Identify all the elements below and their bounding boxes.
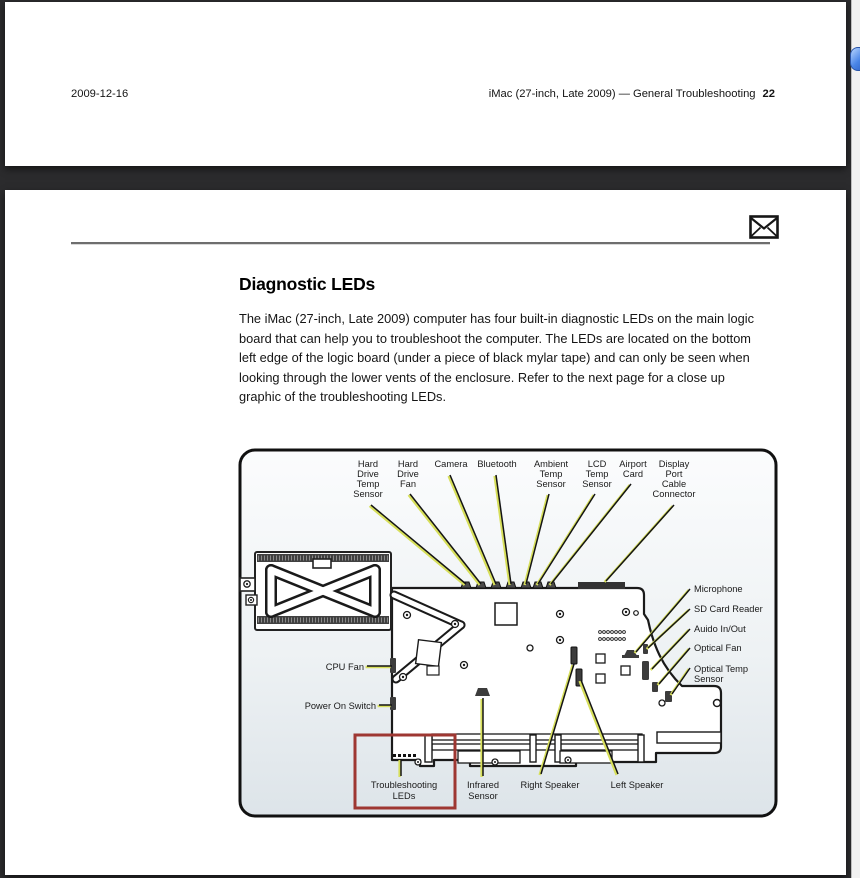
label-left-speaker: Left Speaker [610, 780, 664, 790]
label-airport-card [619, 459, 647, 479]
label-microphone: Microphone [694, 584, 743, 594]
svg-text:Hard: Hard [357, 459, 379, 469]
svg-text:Airport: Airport [619, 459, 647, 469]
label-bluetooth [477, 459, 516, 469]
svg-text:Sensor: Sensor [582, 479, 612, 489]
svg-text:LCD: LCD [587, 459, 607, 469]
label-audio-in-out: Auido In/Out [694, 624, 746, 634]
label-camera [434, 459, 468, 469]
svg-text:Bluetooth: Bluetooth [477, 459, 517, 469]
label-hard-drive-fan [397, 459, 419, 489]
svg-text:Drive: Drive [397, 469, 419, 479]
svg-text:Optical Temp: Optical Temp [694, 664, 749, 674]
svg-text:Connector: Connector [652, 489, 696, 499]
svg-text:Display: Display [658, 459, 690, 469]
svg-text:Ambient: Ambient [533, 459, 569, 469]
footer-date: 2009-12-16 [71, 88, 129, 100]
label-cpu-fan: CPU Fan [325, 662, 364, 672]
footer-title: iMac (27-inch, Late 2009) — General Troubleshooting 22 [488, 88, 775, 100]
heatsink [240, 552, 391, 630]
label-sd-card-reader: SD Card Reader [694, 604, 763, 614]
current-page [5, 190, 846, 875]
scrollbar-track[interactable] [851, 0, 860, 878]
svg-text:Port: Port [665, 469, 683, 479]
label-optical-fan: Optical Fan [694, 643, 742, 653]
svg-text:LEDs: LEDs [392, 791, 416, 801]
svg-text:Sensor: Sensor [353, 489, 383, 499]
svg-text:Card: Card [622, 469, 644, 479]
svg-text:Cable: Cable [661, 479, 687, 489]
footer-page-number: 22 [762, 88, 775, 100]
svg-text:Hard: Hard [397, 459, 419, 469]
label-right-speaker: Right Speaker [520, 780, 580, 790]
svg-text:Temp: Temp [539, 469, 563, 479]
section-divider [71, 242, 770, 245]
svg-text:Fan: Fan [399, 479, 417, 489]
svg-text:Sensor: Sensor [694, 674, 724, 684]
body-paragraph: The iMac (27-inch, Late 2009) computer has four built-in diagnostic LEDs on the main logic board that can help you to troubleshoot the computer. The LEDs are located on the bottom left edge of the logic board (under a piece of black mylar tape) and can only be seen when looking through the lower vents of the enclosure. Refer to the next page for a close up graphic of the troubleshooting LEDs. [239, 311, 754, 405]
svg-text:Temp: Temp [585, 469, 609, 479]
page-footer [5, 88, 846, 104]
page-title: Diagnostic LEDs [239, 274, 376, 294]
scrollbar-thumb[interactable] [850, 47, 860, 71]
svg-text:Drive: Drive [357, 469, 379, 479]
svg-text:Camera: Camera [434, 459, 468, 469]
previous-page [5, 2, 846, 166]
svg-text:Troubleshooting: Troubleshooting [370, 780, 438, 790]
svg-text:Sensor: Sensor [468, 791, 498, 801]
label-power-on-switch: Power On Switch [304, 701, 376, 711]
label-infrared-sensor [467, 780, 499, 801]
svg-text:Sensor: Sensor [536, 479, 566, 489]
svg-text:Infrared: Infrared [466, 780, 500, 790]
envelope-icon [749, 215, 779, 239]
logic-board-diagram [238, 448, 778, 818]
svg-text:Temp: Temp [356, 479, 380, 489]
